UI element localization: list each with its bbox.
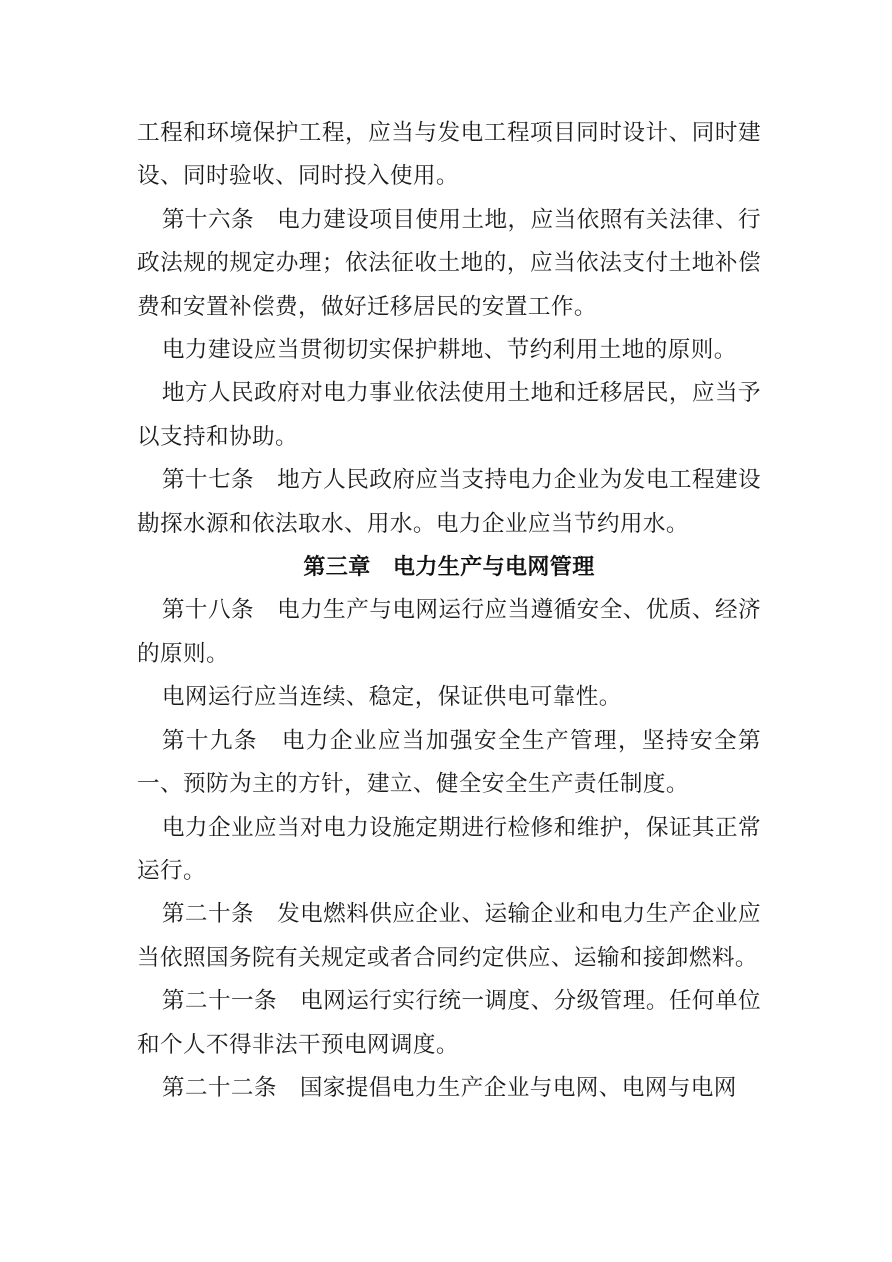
article-16-clause-3: 地方人民政府对电力事业依法使用土地和迁移居民，应当予以支持和协助。 <box>137 380 761 450</box>
article-20: 第二十条 发电燃料供应企业、运输企业和电力生产企业应当依照国务院有关规定或者合同约定供应、运输和接卸燃料。 <box>137 901 761 971</box>
article-18: 第十八条 电力生产与电网运行应当遵循安全、优质、经济的原则。 <box>137 597 761 667</box>
document-body <box>137 112 761 1110</box>
article-19: 第十九条 电力企业应当加强安全生产管理，坚持安全第一、预防为主的方针，建立、健全安全生产责任制度。 <box>137 727 761 798</box>
article-22: 第二十二条 国家提倡电力生产企业与电网、电网与电网 <box>161 1074 737 1101</box>
article-21: 第二十一条 电网运行实行统一调度、分级管理。任何单位和个人不得非法干预电网调度。 <box>137 988 761 1058</box>
chapter-3-heading: 第三章 电力生产与电网管理 <box>303 555 595 581</box>
article-18-clause-2: 电网运行应当连续、稳定，保证供电可靠性。 <box>161 684 622 711</box>
article-16-clause-2: 电力建设应当贯彻切实保护耕地、节约利用土地的原则。 <box>161 337 737 364</box>
article-16: 第十六条 电力建设项目使用土地，应当依照有关法律、行政法规的规定办理；依法征收土地的，应当依法支付土地补偿费和安置补偿费，做好迁移居民的安置工作。 <box>137 206 761 320</box>
paragraph-continuation: 工程和环境保护工程，应当与发电工程项目同时设计、同时建设、同时验收、同时投入使用。 <box>137 120 761 190</box>
article-19-clause-2: 电力企业应当对电力设施定期进行检修和维护，保证其正常运行。 <box>137 814 761 884</box>
article-17: 第十七条 地方人民政府应当支持电力企业为发电工程建设勘探水源和依法取水、用水。电力企业应当节约用水。 <box>137 467 761 537</box>
